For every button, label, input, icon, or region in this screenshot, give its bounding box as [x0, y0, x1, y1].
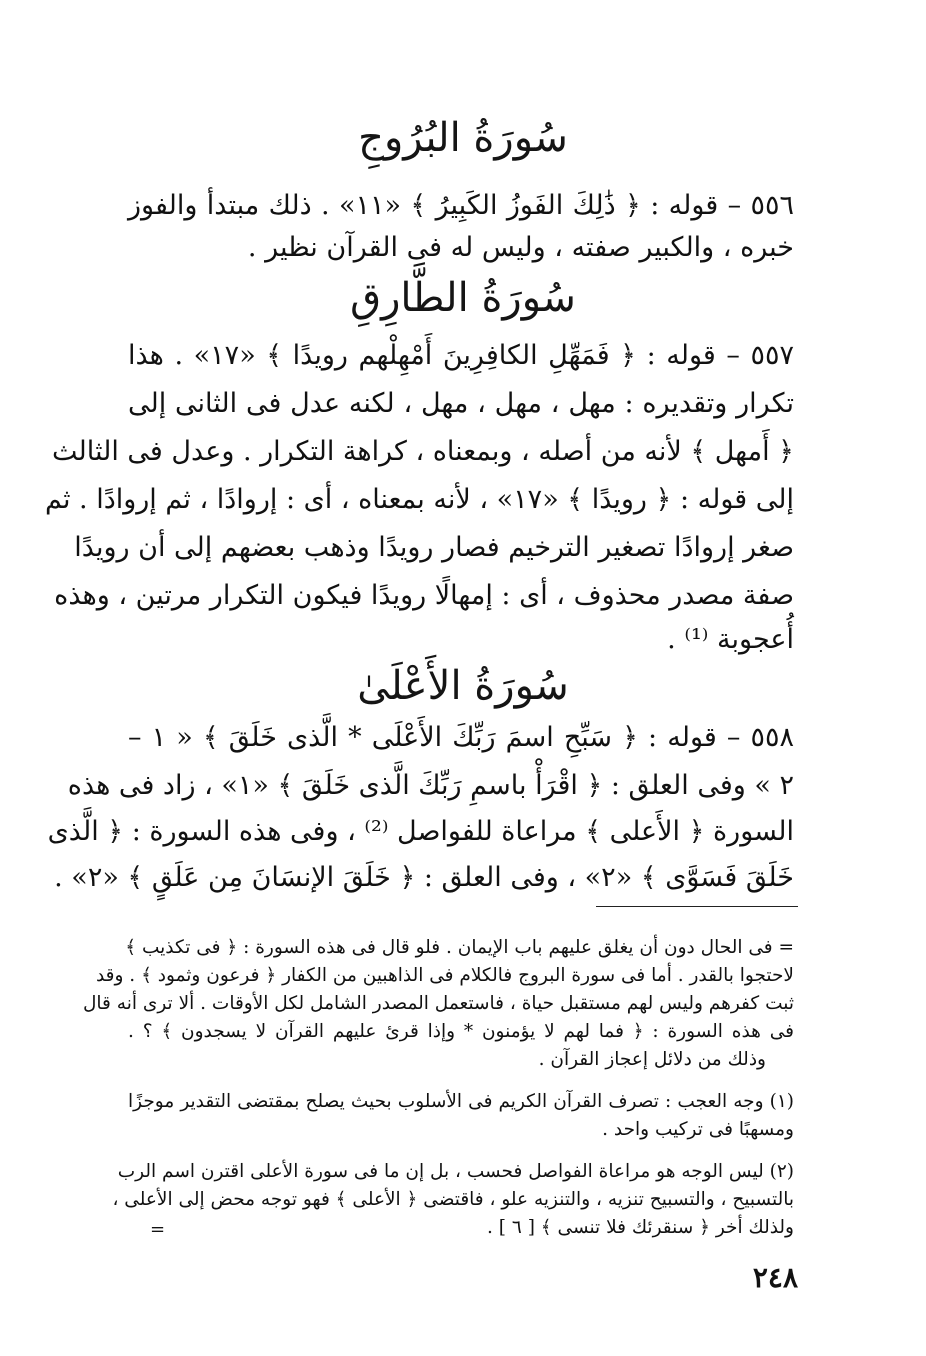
surah-title-ala: سُورَةُ الأَعْلَىٰ — [357, 663, 569, 709]
paragraph-line: أُعجوبة ⁽¹⁾ . — [667, 624, 794, 655]
surah-title-tariq: سُورَةُ الطَّارِقِ — [350, 275, 576, 321]
footnote-line: فى هذه السورة : ﴿ فما لهم لا يؤمنون * وإذا قرئ عليهم القرآن لا يسجدون ﴾ ؟ . — [128, 1021, 794, 1042]
paragraph-line: ٢ » وفى العلق : ﴿ اقْرَأْ باسمِ رَبِّكَ الَّذى خَلَقَ ﴾ «١» ، زاد فى هذه — [67, 770, 794, 801]
paragraph-line: خبره ، والكبير صفته ، وليس له فى القرآن نظير . — [247, 232, 794, 263]
footnote-line: لاحتجوا بالقدر . أما فى سورة البروج فالكلام فى الذاهبين من الكفار ﴿ فرعون وثمود ﴾ . وقد — [95, 965, 794, 986]
footnote-separator — [596, 906, 798, 907]
paragraph-line: ٥٥٦ – قوله : ﴿ ذَٰلِكَ الفَوزُ الكَبِيرُ ﴾ «١١» . ذلك مبتدأ والفوز — [128, 190, 795, 221]
page-number: ٢٤٨ — [752, 1261, 798, 1294]
paragraph-line: ٥٥٨ – قوله : ﴿ سَبِّحِ اسمَ رَبِّكَ الأَعْلَى * الَّذى خَلَقَ ﴾ « ١ – — [128, 722, 795, 753]
paragraph-line: تكرار وتقديره : مهل ، مهل ، مهل ، لكنه عدل فى الثانى إلى — [128, 388, 794, 419]
footnote-line: وذلك من دلائل إعجاز القرآن . — [538, 1049, 766, 1070]
paragraph-line: السورة ﴿ الأَعلى ﴾ مراعاة للفواصل ⁽²⁾ ، وفى هذه السورة : ﴿ الَّذى — [47, 816, 794, 847]
paragraph-line: ﴿ أَمهل ﴾ لأنه من أصله ، وبمعناه ، كراهة التكرار . وعدل فى الثالث — [52, 436, 794, 467]
paragraph-line: خَلَقَ فَسَوَّى ﴾ «٢» ، وفى العلق : ﴿ خَلَقَ الإنسَانَ مِن عَلَقٍ ﴾ «٢» . — [54, 862, 794, 893]
footnote-1: (١) وجه العجب : تصرف القرآن الكريم فى الأسلوب بحيث يصلح بمقتضى التقدير موجزًا — [128, 1091, 794, 1112]
continuation-mark: = — [150, 1219, 166, 1240]
paragraph-line: صفة مصدر محذوف ، أى : إمهالًا رويدًا فيكون التكرار مرتين ، وهذه — [54, 580, 794, 611]
paragraph-line: إلى قوله : ﴿ رويدًا ﴾ «١٧» ، لأنه بمعناه ، أى : إروادًا ، ثم إروادًا . ثم — [44, 484, 794, 515]
paragraph-line: صغر إروادًا تصغير الترخيم فصار رويدًا وذهب بعضهم إلى أن رويدًا — [74, 532, 794, 563]
surah-title-buruj: سُورَةُ البُرُوجِ — [358, 115, 568, 161]
footnote-2: (٢) ليس الوجه هو مراعاة الفواصل فحسب ، بل إن ما فى سورة الأعلى اقترن اسم الرب — [117, 1161, 794, 1182]
footnote-line: ومسهبًا فى تركيب واحد . — [602, 1119, 794, 1140]
paragraph-line: ٥٥٧ – قوله : ﴿ فَمَهِّلِ الكافِرِينَ أَمْهِلْهم رويدًا ﴾ «١٧» . هذا — [128, 340, 794, 371]
footnote-line: بالتسبيح ، والتسبيح تنزيه ، والتنزيه علو ، فاقتضى ﴿ الأعلى ﴾ فهو توجه محض إلى الأعلى ، — [112, 1189, 794, 1210]
footnote-line: ولذلك أخر ﴿ سنقرئك فلا تنسى ﴾ [ ٦ ] . — [487, 1217, 794, 1238]
footnote-line: ثبت كفرهم وليس لهم مستقبل حياة ، فاستعمل المصدر الشامل لكل الأوقات . ألا ترى أنه قال — [82, 993, 794, 1014]
footnote-line: = فى الحال دون أن يغلق عليهم باب الإيمان . فلو قال فى هذه السورة : ﴿ فى تكذيب ﴾ — [125, 937, 794, 958]
